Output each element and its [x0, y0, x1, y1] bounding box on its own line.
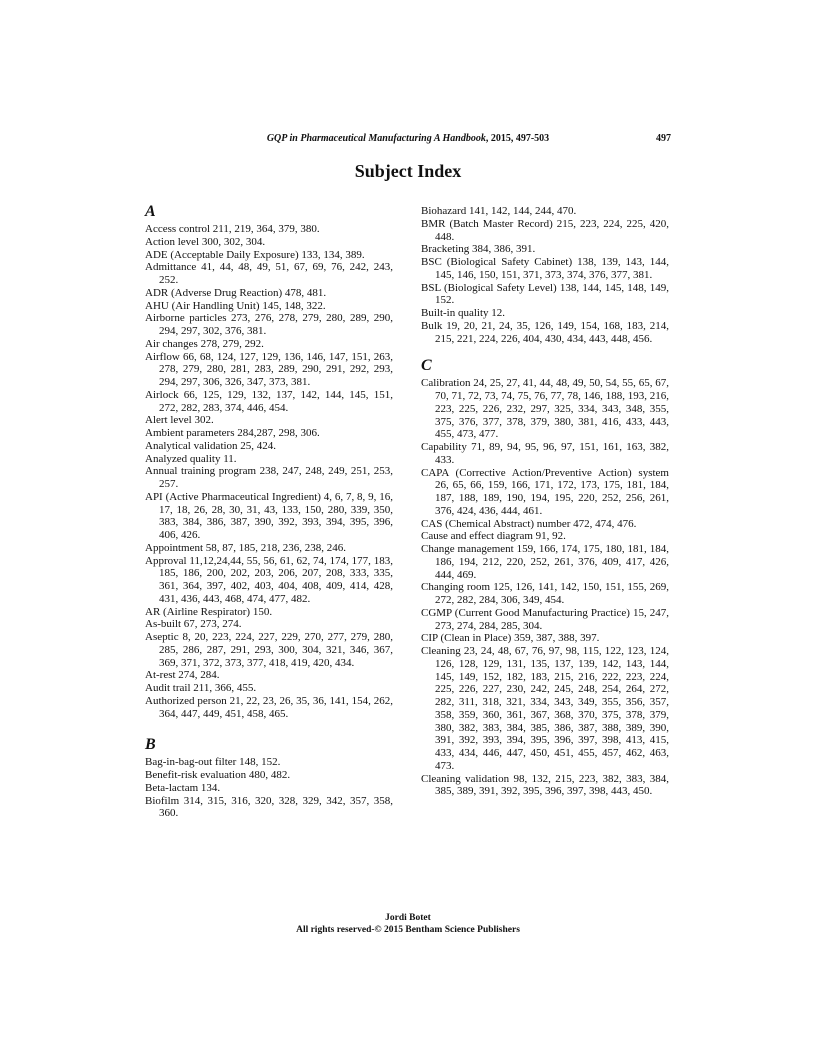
index-entry: At-rest 274, 284.: [145, 669, 220, 682]
index-entry: BSC (Biological Safety Cabinet) 138, 139, 143, 144, 145, 146, 150, 151, 371, 373, 374, 376, 377, 381.: [421, 256, 669, 281]
author-name: Jordi Botet: [385, 913, 431, 923]
section-b-continued-entries: [421, 205, 669, 345]
page-number: 497: [656, 133, 671, 144]
index-entry: BMR (Batch Master Record) 215, 223, 224, 225, 420, 448.: [421, 217, 669, 243]
index-entry: Air changes 278, 279, 292.: [145, 337, 264, 350]
section-letter-c: C: [421, 357, 432, 375]
index-entry: Changing room 125, 126, 141, 142, 150, 151, 155, 269, 272, 282, 284, 306, 349, 454.: [421, 581, 669, 606]
index-entry: Aseptic 8, 20, 223, 224, 227, 229, 270, 277, 279, 280, 285, 286, 287, 291, 293, 300, 304, 321, 346, 367, 369, 371, 372, 373, 377, 418, 419, 420, 434.: [145, 631, 393, 669]
index-entry: Audit trail 211, 366, 455.: [145, 682, 257, 694]
index-entry: ADR (Adverse Drug Reaction) 478, 481.: [145, 286, 327, 299]
index-entry: Admittance 41, 44, 48, 49, 51, 67, 69, 76, 242, 243, 252.: [145, 261, 393, 286]
index-entry: Ambient parameters 284,287, 298, 306.: [145, 427, 320, 439]
index-entry: Capability 71, 89, 94, 95, 96, 97, 151, 161, 163, 382, 433.: [421, 441, 669, 466]
index-entry: BSL (Biological Safety Level) 138, 144, 145, 148, 149, 152.: [421, 281, 669, 307]
index-entry: API (Active Pharmaceutical Ingredient) 4, 6, 7, 8, 9, 16, 17, 18, 26, 28, 30, 31, 43, 133, 150, 280, 339, 350, 383, 384, 386, 387, 390, 392, 393, 394, 395, 396, 406, 426.: [145, 490, 393, 541]
section-c-entries: [421, 377, 669, 798]
index-entry: Airflow 66, 68, 124, 127, 129, 136, 146, 147, 151, 263, 278, 279, 280, 281, 283, 289, 290, 291, 292, 293, 294, 297, 306, 326, 347, 373, 381.: [145, 350, 393, 388]
index-entry: Airborne particles 273, 276, 278, 279, 280, 289, 290, 294, 297, 302, 376, 381.: [145, 312, 393, 337]
index-entry: Airlock 66, 125, 129, 132, 137, 142, 144, 145, 151, 272, 282, 283, 374, 446, 454.: [145, 388, 393, 414]
journal-citation: [145, 133, 671, 145]
index-entry: AHU (Air Handling Unit) 145, 148, 322.: [145, 299, 326, 312]
index-entry: ADE (Acceptable Daily Exposure) 133, 134, 389.: [145, 248, 365, 261]
citation-details: , 2015, 497-503: [485, 133, 550, 144]
index-entry: Cleaning validation 98, 132, 215, 223, 382, 383, 384, 385, 389, 391, 392, 395, 396, 397, 398, 443, 450.: [421, 772, 669, 798]
index-entry: Beta-lactam 134.: [145, 781, 221, 794]
section-b-entries: [145, 756, 393, 820]
page-title: Subject Index: [354, 161, 462, 181]
index-entry: Benefit-risk evaluation 480, 482.: [145, 769, 291, 781]
section-a-entries: [145, 223, 393, 720]
journal-title: GQP in Pharmaceutical Manufacturing A Handbook: [266, 133, 486, 144]
copyright-notice: All rights reserved-© 2015 Bentham Science Publishers: [296, 925, 520, 935]
index-entry: Change management 159, 166, 174, 175, 180, 181, 184, 186, 194, 212, 220, 252, 261, 376, 409, 417, 426, 444, 469.: [421, 543, 669, 581]
index-entry: Alert level 302.: [145, 414, 214, 427]
index-entry: CGMP (Current Good Manufacturing Practice) 15, 247, 273, 274, 284, 285, 304.: [421, 606, 669, 632]
index-entry: CIP (Clean in Place) 359, 387, 388, 397.: [421, 632, 600, 645]
index-entry: Biofilm 314, 315, 316, 320, 328, 329, 342, 357, 358, 360.: [145, 794, 393, 820]
index-entry: Annual training program 238, 247, 248, 249, 251, 253, 257.: [145, 465, 393, 490]
index-entry: Analyzed quality 11.: [145, 452, 237, 465]
section-letter-b: B: [145, 736, 156, 754]
left-column: [145, 203, 393, 820]
index-entry: Cleaning 23, 24, 48, 67, 76, 97, 98, 115, 122, 123, 124, 126, 128, 129, 131, 135, 137, 139, 142, 143, 144, 145, 149, 152, 182, 183, 215, 216, 222, 223, 224, 225, 226, 227, 230, 242, 245, 248, 254, 264, 272, 282, 311, 318, 321, 334, 343, 349, 355, 356, 357, 358, 359, 360, 361, 367, 368, 370, 375, 378, 379, 380, 382, 383, 384, 385, 386, 387, 388, 389, 390, 391, 392, 393, 394, 395, 396, 397, 398, 413, 415, 433, 434, 446, 447, 450, 451, 455, 457, 462, 463, 473.: [421, 645, 669, 772]
index-entry: Calibration 24, 25, 27, 41, 44, 48, 49, 50, 54, 55, 65, 67, 70, 71, 72, 73, 74, 75, 76, 77, 78, 146, 188, 193, 216, 223, 225, 226, 232, 297, 325, 334, 343, 348, 355, 375, 376, 377, 378, 379, 380, 381, 416, 433, 443, 455, 473, 477.: [421, 377, 669, 441]
index-entry: Biohazard 141, 142, 144, 244, 470.: [421, 205, 577, 217]
index-entry: Appointment 58, 87, 185, 218, 236, 238, 246.: [145, 541, 347, 554]
index-entry: Authorized person 21, 22, 23, 26, 35, 36, 141, 154, 262, 364, 447, 449, 451, 458, 465.: [145, 694, 393, 720]
index-entry: Bag-in-bag-out filter 148, 152.: [145, 756, 281, 769]
index-entry: Cause and effect diagram 91, 92.: [421, 530, 566, 543]
index-entry: Bulk 19, 20, 21, 24, 35, 126, 149, 154, 168, 183, 214, 215, 221, 224, 226, 404, 430, 434, 443, 448, 456.: [421, 319, 669, 345]
index-entry: Access control 211, 219, 364, 379, 380.: [145, 223, 320, 235]
index-entry: CAS (Chemical Abstract) number 472, 474, 476.: [421, 517, 637, 530]
index-entry: Action level 300, 302, 304.: [145, 235, 266, 248]
index-entry: Approval 11,12,24,44, 55, 56, 61, 62, 74, 174, 177, 183, 185, 186, 200, 202, 203, 206, 207, 208, 333, 335, 361, 364, 397, 402, 403, 404, 408, 409, 414, 428, 431, 436, 443, 468, 474, 477, 482.: [145, 554, 393, 605]
index-entry: CAPA (Corrective Action/Preventive Action) system 26, 65, 66, 159, 166, 171, 172, 173, 175, 181, 184, 187, 188, 189, 190, 194, 195, 220, 252, 256, 261, 376, 424, 436, 444, 461.: [421, 466, 669, 517]
index-entry: AR (Airline Respirator) 150.: [145, 605, 273, 618]
index-entry: Analytical validation 25, 424.: [145, 439, 277, 452]
right-column: [421, 205, 669, 798]
index-entry: Built-in quality 12.: [421, 307, 506, 319]
index-entry: Bracketing 384, 386, 391.: [421, 243, 536, 256]
section-letter-a: A: [145, 203, 156, 220]
page-footer: [0, 912, 816, 936]
index-entry: As-built 67, 273, 274.: [145, 618, 242, 631]
